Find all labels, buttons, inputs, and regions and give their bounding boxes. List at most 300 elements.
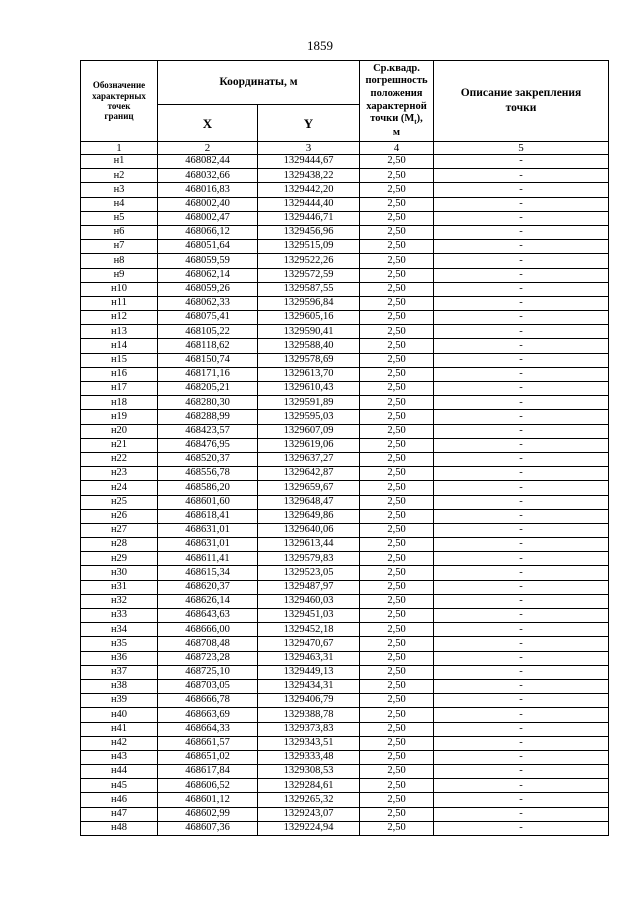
y-cell: 1329637,27 bbox=[258, 452, 360, 466]
description-cell: - bbox=[434, 538, 609, 552]
point-cell: н21 bbox=[81, 438, 158, 452]
x-cell: 468607,36 bbox=[158, 821, 258, 835]
point-cell: н5 bbox=[81, 211, 158, 225]
error-cell: 2,50 bbox=[360, 282, 434, 296]
description-cell: - bbox=[434, 736, 609, 750]
error-cell: 2,50 bbox=[360, 495, 434, 509]
description-cell: - bbox=[434, 821, 609, 835]
error-cell: 2,50 bbox=[360, 651, 434, 665]
point-cell: н16 bbox=[81, 367, 158, 381]
x-cell: 468606,52 bbox=[158, 779, 258, 793]
point-cell: н36 bbox=[81, 651, 158, 665]
x-cell: 468661,57 bbox=[158, 736, 258, 750]
point-cell: н9 bbox=[81, 268, 158, 282]
y-cell: 1329523,05 bbox=[258, 566, 360, 580]
error-cell: 2,50 bbox=[360, 467, 434, 481]
description-cell: - bbox=[434, 765, 609, 779]
column-number: 5 bbox=[434, 142, 609, 155]
x-cell: 468602,99 bbox=[158, 807, 258, 821]
y-cell: 1329224,94 bbox=[258, 821, 360, 835]
table-row bbox=[81, 240, 609, 254]
table-row bbox=[81, 566, 609, 580]
description-cell: - bbox=[434, 793, 609, 807]
y-cell: 1329452,18 bbox=[258, 623, 360, 637]
point-cell: н12 bbox=[81, 311, 158, 325]
description-cell: - bbox=[434, 353, 609, 367]
table-row bbox=[81, 424, 609, 438]
x-cell: 468476,95 bbox=[158, 438, 258, 452]
header-description: Описание закрепления точки bbox=[434, 61, 609, 142]
y-cell: 1329243,07 bbox=[258, 807, 360, 821]
column-number: 4 bbox=[360, 142, 434, 155]
point-cell: н13 bbox=[81, 325, 158, 339]
y-cell: 1329308,53 bbox=[258, 765, 360, 779]
table-row bbox=[81, 509, 609, 523]
point-cell: н40 bbox=[81, 708, 158, 722]
table-row bbox=[81, 623, 609, 637]
x-cell: 468423,57 bbox=[158, 424, 258, 438]
description-cell: - bbox=[434, 268, 609, 282]
y-cell: 1329515,09 bbox=[258, 240, 360, 254]
table-row bbox=[81, 552, 609, 566]
x-cell: 468059,26 bbox=[158, 282, 258, 296]
description-cell: - bbox=[434, 623, 609, 637]
header-error: Ср.квадр. погрешность положения характерной точки $(M_t)$, м bbox=[360, 61, 434, 142]
table-row bbox=[81, 495, 609, 509]
x-cell: 468631,01 bbox=[158, 523, 258, 537]
point-cell: н27 bbox=[81, 523, 158, 537]
y-cell: 1329596,84 bbox=[258, 296, 360, 310]
description-cell: - bbox=[434, 481, 609, 495]
error-cell: 2,50 bbox=[360, 155, 434, 169]
description-cell: - bbox=[434, 169, 609, 183]
x-cell: 468016,83 bbox=[158, 183, 258, 197]
x-cell: 468288,99 bbox=[158, 410, 258, 424]
y-cell: 1329444,67 bbox=[258, 155, 360, 169]
y-cell: 1329649,86 bbox=[258, 509, 360, 523]
x-cell: 468643,63 bbox=[158, 609, 258, 623]
table-row bbox=[81, 594, 609, 608]
point-cell: н20 bbox=[81, 424, 158, 438]
table-row bbox=[81, 155, 609, 169]
y-cell: 1329333,48 bbox=[258, 750, 360, 764]
y-cell: 1329442,20 bbox=[258, 183, 360, 197]
error-cell: 2,50 bbox=[360, 424, 434, 438]
x-cell: 468723,28 bbox=[158, 651, 258, 665]
y-cell: 1329640,06 bbox=[258, 523, 360, 537]
x-cell: 468664,33 bbox=[158, 722, 258, 736]
point-cell: н31 bbox=[81, 580, 158, 594]
y-cell: 1329588,40 bbox=[258, 339, 360, 353]
table-row bbox=[81, 296, 609, 310]
y-cell: 1329406,79 bbox=[258, 694, 360, 708]
x-cell: 468601,60 bbox=[158, 495, 258, 509]
x-cell: 468062,14 bbox=[158, 268, 258, 282]
table-body bbox=[81, 155, 609, 836]
description-cell: - bbox=[434, 694, 609, 708]
error-cell: 2,50 bbox=[360, 779, 434, 793]
y-cell: 1329590,41 bbox=[258, 325, 360, 339]
table-row bbox=[81, 637, 609, 651]
y-cell: 1329659,67 bbox=[258, 481, 360, 495]
x-cell: 468051,64 bbox=[158, 240, 258, 254]
point-cell: н14 bbox=[81, 339, 158, 353]
x-cell: 468703,05 bbox=[158, 679, 258, 693]
x-cell: 468708,48 bbox=[158, 637, 258, 651]
y-cell: 1329451,03 bbox=[258, 609, 360, 623]
point-cell: н15 bbox=[81, 353, 158, 367]
description-cell: - bbox=[434, 750, 609, 764]
error-cell: 2,50 bbox=[360, 708, 434, 722]
y-cell: 1329463,31 bbox=[258, 651, 360, 665]
point-cell: н3 bbox=[81, 183, 158, 197]
point-cell: н4 bbox=[81, 197, 158, 211]
table-row bbox=[81, 793, 609, 807]
table-row bbox=[81, 779, 609, 793]
y-cell: 1329591,89 bbox=[258, 396, 360, 410]
x-cell: 468105,22 bbox=[158, 325, 258, 339]
error-cell: 2,50 bbox=[360, 509, 434, 523]
x-cell: 468626,14 bbox=[158, 594, 258, 608]
description-cell: - bbox=[434, 467, 609, 481]
x-cell: 468520,37 bbox=[158, 452, 258, 466]
point-cell: н48 bbox=[81, 821, 158, 835]
description-cell: - bbox=[434, 225, 609, 239]
table-row bbox=[81, 183, 609, 197]
x-cell: 468611,41 bbox=[158, 552, 258, 566]
description-cell: - bbox=[434, 509, 609, 523]
description-cell: - bbox=[434, 438, 609, 452]
y-cell: 1329595,03 bbox=[258, 410, 360, 424]
description-cell: - bbox=[434, 254, 609, 268]
table-row bbox=[81, 694, 609, 708]
point-cell: н17 bbox=[81, 382, 158, 396]
error-cell: 2,50 bbox=[360, 637, 434, 651]
error-cell: 2,50 bbox=[360, 438, 434, 452]
error-cell: 2,50 bbox=[360, 807, 434, 821]
y-cell: 1329456,96 bbox=[258, 225, 360, 239]
point-cell: н7 bbox=[81, 240, 158, 254]
error-cell: 2,50 bbox=[360, 367, 434, 381]
description-cell: - bbox=[434, 679, 609, 693]
description-cell: - bbox=[434, 382, 609, 396]
y-cell: 1329449,13 bbox=[258, 665, 360, 679]
error-cell: 2,50 bbox=[360, 538, 434, 552]
x-cell: 468618,41 bbox=[158, 509, 258, 523]
error-cell: 2,50 bbox=[360, 169, 434, 183]
error-cell: 2,50 bbox=[360, 736, 434, 750]
point-cell: н37 bbox=[81, 665, 158, 679]
error-cell: 2,50 bbox=[360, 679, 434, 693]
y-cell: 1329522,26 bbox=[258, 254, 360, 268]
y-cell: 1329265,32 bbox=[258, 793, 360, 807]
x-cell: 468663,69 bbox=[158, 708, 258, 722]
x-cell: 468059,59 bbox=[158, 254, 258, 268]
error-cell: 2,50 bbox=[360, 268, 434, 282]
description-cell: - bbox=[434, 452, 609, 466]
table-row bbox=[81, 225, 609, 239]
error-cell: 2,50 bbox=[360, 765, 434, 779]
table-row bbox=[81, 410, 609, 424]
y-cell: 1329444,40 bbox=[258, 197, 360, 211]
error-cell: 2,50 bbox=[360, 339, 434, 353]
error-cell: 2,50 bbox=[360, 410, 434, 424]
y-cell: 1329434,31 bbox=[258, 679, 360, 693]
x-cell: 468666,00 bbox=[158, 623, 258, 637]
table-row bbox=[81, 609, 609, 623]
table-row bbox=[81, 736, 609, 750]
column-number-row bbox=[81, 142, 609, 155]
y-cell: 1329572,59 bbox=[258, 268, 360, 282]
error-cell: 2,50 bbox=[360, 211, 434, 225]
error-cell: 2,50 bbox=[360, 694, 434, 708]
x-cell: 468002,47 bbox=[158, 211, 258, 225]
description-cell: - bbox=[434, 580, 609, 594]
point-cell: н18 bbox=[81, 396, 158, 410]
description-cell: - bbox=[434, 325, 609, 339]
table-row bbox=[81, 580, 609, 594]
coordinates-table bbox=[80, 60, 609, 836]
description-cell: - bbox=[434, 722, 609, 736]
point-cell: н35 bbox=[81, 637, 158, 651]
table-row bbox=[81, 325, 609, 339]
error-cell: 2,50 bbox=[360, 609, 434, 623]
table-row bbox=[81, 665, 609, 679]
description-cell: - bbox=[434, 609, 609, 623]
point-cell: н43 bbox=[81, 750, 158, 764]
error-cell: 2,50 bbox=[360, 665, 434, 679]
error-cell: 2,50 bbox=[360, 481, 434, 495]
error-cell: 2,50 bbox=[360, 197, 434, 211]
y-cell: 1329579,83 bbox=[258, 552, 360, 566]
point-cell: н32 bbox=[81, 594, 158, 608]
description-cell: - bbox=[434, 523, 609, 537]
x-cell: 468082,44 bbox=[158, 155, 258, 169]
y-cell: 1329648,47 bbox=[258, 495, 360, 509]
x-cell: 468002,40 bbox=[158, 197, 258, 211]
error-cell: 2,50 bbox=[360, 750, 434, 764]
error-cell: 2,50 bbox=[360, 523, 434, 537]
page-number: 1859 bbox=[307, 38, 333, 53]
table-row bbox=[81, 708, 609, 722]
column-number: 3 bbox=[258, 142, 360, 155]
error-cell: 2,50 bbox=[360, 382, 434, 396]
header-y: Y bbox=[258, 105, 360, 142]
point-cell: н47 bbox=[81, 807, 158, 821]
point-cell: н6 bbox=[81, 225, 158, 239]
x-cell: 468118,62 bbox=[158, 339, 258, 353]
y-cell: 1329284,61 bbox=[258, 779, 360, 793]
x-cell: 468075,41 bbox=[158, 311, 258, 325]
x-cell: 468150,74 bbox=[158, 353, 258, 367]
error-cell: 2,50 bbox=[360, 254, 434, 268]
point-cell: н1 bbox=[81, 155, 158, 169]
error-cell: 2,50 bbox=[360, 580, 434, 594]
description-cell: - bbox=[434, 495, 609, 509]
description-cell: - bbox=[434, 566, 609, 580]
y-cell: 1329587,55 bbox=[258, 282, 360, 296]
table-row bbox=[81, 339, 609, 353]
description-cell: - bbox=[434, 410, 609, 424]
table-row bbox=[81, 211, 609, 225]
x-cell: 468617,84 bbox=[158, 765, 258, 779]
x-cell: 468631,01 bbox=[158, 538, 258, 552]
point-cell: н44 bbox=[81, 765, 158, 779]
description-cell: - bbox=[434, 396, 609, 410]
y-cell: 1329343,51 bbox=[258, 736, 360, 750]
point-cell: н24 bbox=[81, 481, 158, 495]
point-cell: н45 bbox=[81, 779, 158, 793]
description-cell: - bbox=[434, 183, 609, 197]
point-cell: н46 bbox=[81, 793, 158, 807]
table-row bbox=[81, 382, 609, 396]
point-cell: н38 bbox=[81, 679, 158, 693]
description-cell: - bbox=[434, 339, 609, 353]
x-cell: 468032,66 bbox=[158, 169, 258, 183]
x-cell: 468062,33 bbox=[158, 296, 258, 310]
table-row bbox=[81, 481, 609, 495]
column-number: 1 bbox=[81, 142, 158, 155]
error-cell: 2,50 bbox=[360, 225, 434, 239]
point-cell: н10 bbox=[81, 282, 158, 296]
point-cell: н22 bbox=[81, 452, 158, 466]
point-cell: н41 bbox=[81, 722, 158, 736]
point-cell: н2 bbox=[81, 169, 158, 183]
table-row bbox=[81, 452, 609, 466]
table-row bbox=[81, 722, 609, 736]
point-cell: н30 bbox=[81, 566, 158, 580]
point-cell: н25 bbox=[81, 495, 158, 509]
point-cell: н23 bbox=[81, 467, 158, 481]
error-cell: 2,50 bbox=[360, 396, 434, 410]
point-cell: н19 bbox=[81, 410, 158, 424]
description-cell: - bbox=[434, 282, 609, 296]
error-cell: 2,50 bbox=[360, 821, 434, 835]
table-row bbox=[81, 523, 609, 537]
x-cell: 468205,21 bbox=[158, 382, 258, 396]
x-cell: 468171,16 bbox=[158, 367, 258, 381]
description-cell: - bbox=[434, 637, 609, 651]
y-cell: 1329438,22 bbox=[258, 169, 360, 183]
header-coordinates: Координаты, м bbox=[158, 61, 360, 105]
x-cell: 468666,78 bbox=[158, 694, 258, 708]
y-cell: 1329578,69 bbox=[258, 353, 360, 367]
table-row bbox=[81, 807, 609, 821]
description-cell: - bbox=[434, 424, 609, 438]
table-row bbox=[81, 268, 609, 282]
y-cell: 1329613,44 bbox=[258, 538, 360, 552]
y-cell: 1329487,97 bbox=[258, 580, 360, 594]
point-cell: н42 bbox=[81, 736, 158, 750]
description-cell: - bbox=[434, 651, 609, 665]
table-row bbox=[81, 169, 609, 183]
point-cell: н39 bbox=[81, 694, 158, 708]
error-cell: 2,50 bbox=[360, 552, 434, 566]
error-cell: 2,50 bbox=[360, 240, 434, 254]
x-cell: 468066,12 bbox=[158, 225, 258, 239]
error-cell: 2,50 bbox=[360, 566, 434, 580]
table-row bbox=[81, 367, 609, 381]
table-row bbox=[81, 197, 609, 211]
description-cell: - bbox=[434, 155, 609, 169]
point-cell: н11 bbox=[81, 296, 158, 310]
table-row bbox=[81, 396, 609, 410]
point-cell: н26 bbox=[81, 509, 158, 523]
table-row bbox=[81, 651, 609, 665]
description-cell: - bbox=[434, 779, 609, 793]
table-row bbox=[81, 821, 609, 835]
table-row bbox=[81, 750, 609, 764]
error-cell: 2,50 bbox=[360, 594, 434, 608]
x-cell: 468601,12 bbox=[158, 793, 258, 807]
error-cell: 2,50 bbox=[360, 353, 434, 367]
table-row bbox=[81, 438, 609, 452]
point-cell: н8 bbox=[81, 254, 158, 268]
x-cell: 468556,78 bbox=[158, 467, 258, 481]
description-cell: - bbox=[434, 311, 609, 325]
description-cell: - bbox=[434, 296, 609, 310]
description-cell: - bbox=[434, 708, 609, 722]
y-cell: 1329446,71 bbox=[258, 211, 360, 225]
table-row bbox=[81, 538, 609, 552]
point-cell: н29 bbox=[81, 552, 158, 566]
error-cell: 2,50 bbox=[360, 623, 434, 637]
description-cell: - bbox=[434, 552, 609, 566]
error-cell: 2,50 bbox=[360, 722, 434, 736]
x-cell: 468651,02 bbox=[158, 750, 258, 764]
error-cell: 2,50 bbox=[360, 311, 434, 325]
y-cell: 1329605,16 bbox=[258, 311, 360, 325]
description-cell: - bbox=[434, 240, 609, 254]
x-cell: 468620,37 bbox=[158, 580, 258, 594]
description-cell: - bbox=[434, 807, 609, 821]
error-cell: 2,50 bbox=[360, 452, 434, 466]
x-cell: 468586,20 bbox=[158, 481, 258, 495]
y-cell: 1329619,06 bbox=[258, 438, 360, 452]
table-row bbox=[81, 254, 609, 268]
y-cell: 1329613,70 bbox=[258, 367, 360, 381]
point-cell: н33 bbox=[81, 609, 158, 623]
y-cell: 1329373,83 bbox=[258, 722, 360, 736]
x-cell: 468280,30 bbox=[158, 396, 258, 410]
error-cell: 2,50 bbox=[360, 183, 434, 197]
table-row bbox=[81, 353, 609, 367]
y-cell: 1329388,78 bbox=[258, 708, 360, 722]
column-number: 2 bbox=[158, 142, 258, 155]
description-cell: - bbox=[434, 594, 609, 608]
error-cell: 2,50 bbox=[360, 296, 434, 310]
description-cell: - bbox=[434, 665, 609, 679]
error-cell: 2,50 bbox=[360, 325, 434, 339]
y-cell: 1329607,09 bbox=[258, 424, 360, 438]
description-cell: - bbox=[434, 197, 609, 211]
description-cell: - bbox=[434, 211, 609, 225]
point-cell: н34 bbox=[81, 623, 158, 637]
x-cell: 468615,34 bbox=[158, 566, 258, 580]
table-row bbox=[81, 467, 609, 481]
point-cell: н28 bbox=[81, 538, 158, 552]
y-cell: 1329642,87 bbox=[258, 467, 360, 481]
description-cell: - bbox=[434, 367, 609, 381]
table-row bbox=[81, 765, 609, 779]
table-row bbox=[81, 282, 609, 296]
x-cell: 468725,10 bbox=[158, 665, 258, 679]
y-cell: 1329610,43 bbox=[258, 382, 360, 396]
error-cell: 2,50 bbox=[360, 793, 434, 807]
table-row bbox=[81, 679, 609, 693]
header-x: X bbox=[158, 105, 258, 142]
table-row bbox=[81, 311, 609, 325]
